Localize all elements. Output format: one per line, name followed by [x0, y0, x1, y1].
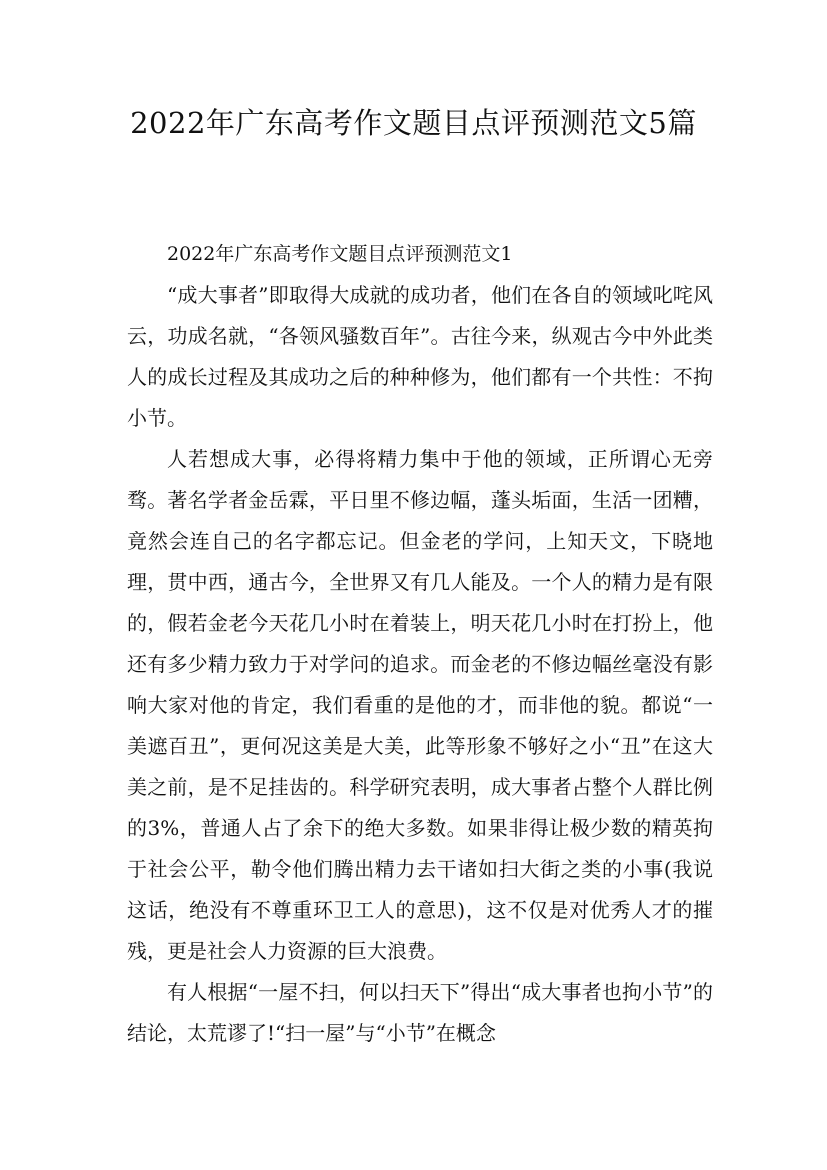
- document-title: 2022年广东高考作文题目点评预测范文5篇: [130, 106, 697, 140]
- paragraph-1: “成大事者”即取得大成就的成功者，他们在各自的领域叱咤风云，功成名就，“各领风骚数百年”。古往今来，纵观古今中外此类人的成长过程及其成功之后的种种修为，他们都有一个共性：不拘小节。: [127, 283, 713, 430]
- section-heading: 2022年广东高考作文题目点评预测范文1: [167, 243, 513, 265]
- document-body: [127, 234, 713, 1054]
- paragraph-3: 有人根据“一屋不扫，何以扫天下”得出“成大事者也拘小节”的结论，太荒谬了!“扫一屋”与“小节”在概念: [127, 980, 713, 1045]
- paragraph-2: 人若想成大事，必得将精力集中于他的领域，正所谓心无旁骛。著名学者金岳霖，平日里不修边幅，蓬头垢面，生活一团糟，竟然会连自己的名字都忘记。但金老的学问，上知天文，下晓地理，贯中西，通古今，全世界又有几人能及。一个人的精力是有限的，假若金老今天花几小时在着装上，明天花几小时在打扮上，他还有多少精力致力于对学问的追求。而金老的不修边幅丝毫没有影响大家对他的肯定，我们看重的是他的才，而非他的貌。都说“一美遮百丑”，更何况这美是大美，此等形象不够好之小“丑”在这大美之前，是不足挂齿的。科学研究表明，成大事者占整个人群比例的3%，普通人占了余下的绝大多数。如果非得让极少数的精英拘于社会公平，勒令他们腾出精力去干诸如扫大街之类的小事(我说这话，绝没有不尊重环卫工人的意思)，这不仅是对优秀人才的摧残，更是社会人力资源的巨大浪费。: [127, 447, 713, 963]
